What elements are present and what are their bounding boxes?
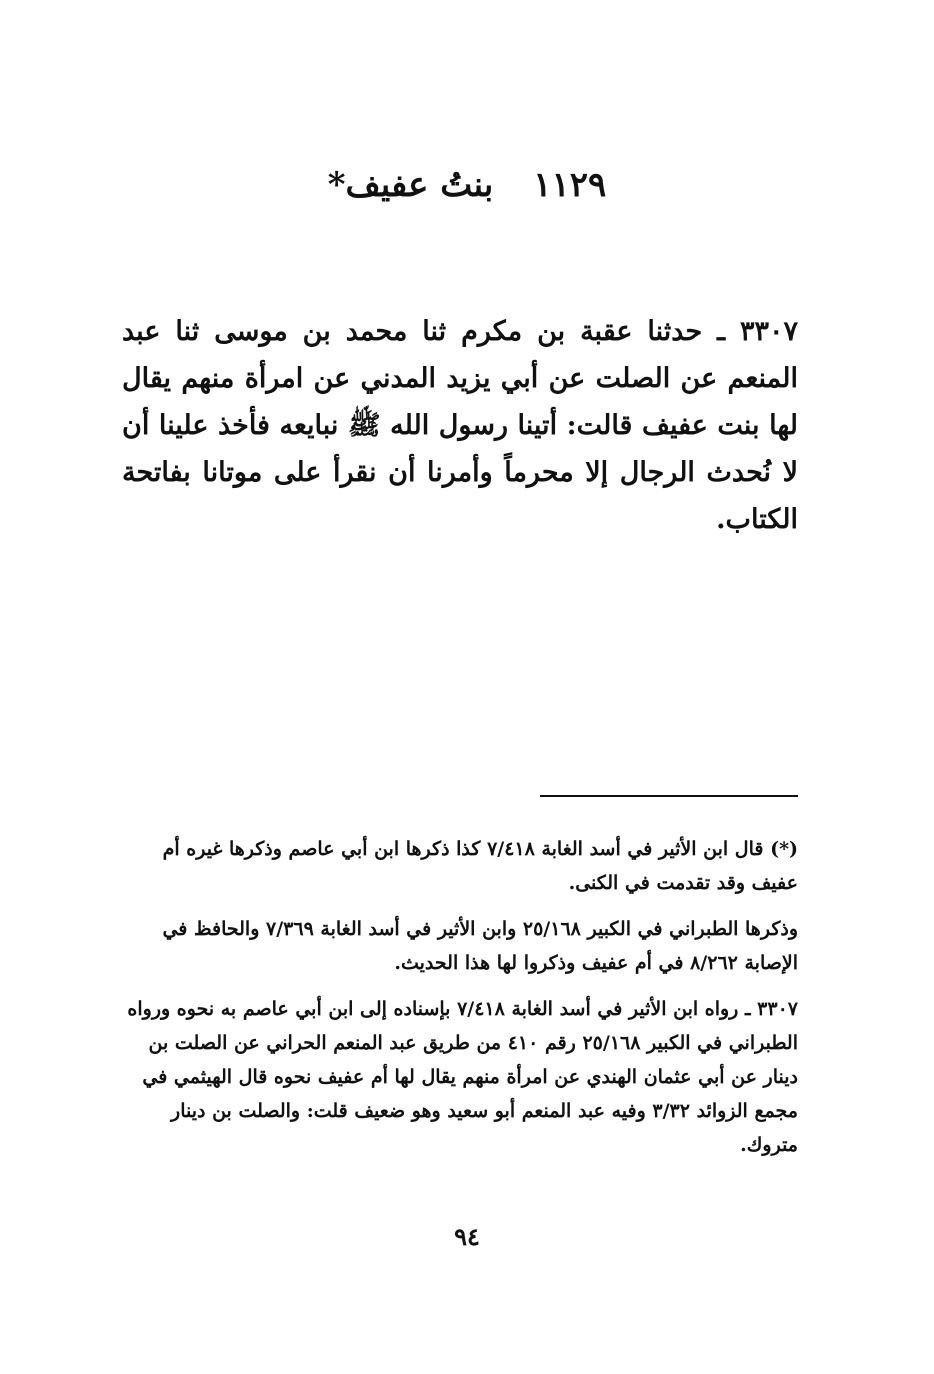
hadith-text-block xyxy=(122,308,798,543)
footnote-item xyxy=(122,992,798,1162)
footnote-divider xyxy=(540,795,798,797)
footnotes-section xyxy=(122,832,798,1174)
footnote-item xyxy=(122,832,798,900)
chapter-heading xyxy=(0,160,934,210)
footnote-text: قال ابن الأثير في أسد الغابة ٧/٤١٨ كذا ذكرها ابن أبي عاصم وذكرها غيره أم عفيف وقد تقدمت في الكنى. xyxy=(162,838,798,894)
footnote-label: ٣٣٠٧ ـ xyxy=(744,998,798,1020)
footnote-label: (*) xyxy=(770,838,798,860)
chapter-number: ١١٢٩ xyxy=(533,165,607,205)
hadith-number: ٣٣٠٧ ـ xyxy=(717,316,798,347)
footnote-text: وذكرها الطبراني في الكبير ٢٥/١٦٨ وابن الأثير في أسد الغابة ٧/٣٦٩ والحافظ في الإصابة ٨/٢٦٢ في أم عفيف وذكروا لها هذا الحديث. xyxy=(162,918,798,974)
hadith-text: حدثنا عقبة بن مكرم ثنا محمد بن موسى ثنا عبد المنعم عن الصلت عن أبي يزيد المدني عن امرأة منهم يقال لها بنت عفيف قالت: أتينا رسول الله ﷺ نبايعه فأخذ علينا أن لا نُحدث الرجال إلا محرماً وأمرنا أن نقرأ على موتانا بفاتحة الكتاب. xyxy=(122,316,798,535)
footnote-text: رواه ابن الأثير في أسد الغابة ٧/٤١٨ بإسناده إلى ابن أبي عاصم به نحوه ورواه الطبراني في الكبير ٢٥/١٦٨ رقم ٤١٠ من طريق عبد المنعم الحراني عن الصلت بن دينار عن أبي عثمان الهندي عن امرأة منهم يقال لها أم عفيف نحوه قال الهيثمي في مجمع الزوائد ٣/٣٢ وفيه عبد المنعم أبو سعيد وهو ضعيف قلت: والصلت بن دينار متروك. xyxy=(127,998,798,1156)
page-number: ٩٤ xyxy=(454,1222,480,1251)
footnote-item xyxy=(122,912,798,980)
chapter-title: بنتُ عفيف* xyxy=(327,165,494,205)
